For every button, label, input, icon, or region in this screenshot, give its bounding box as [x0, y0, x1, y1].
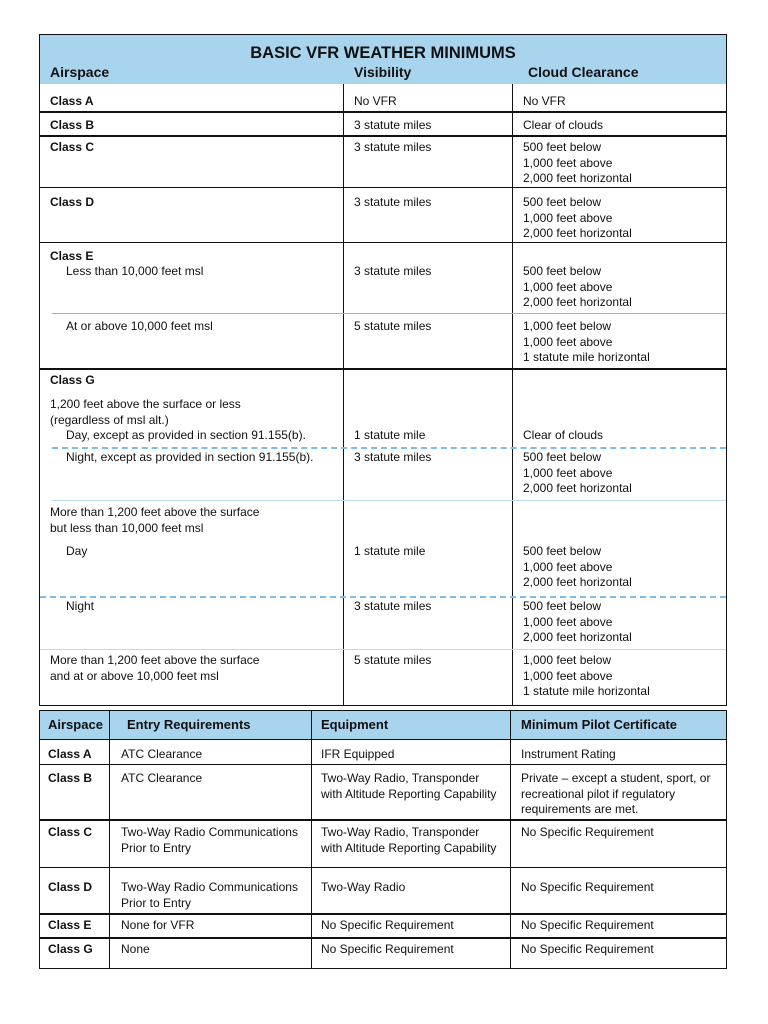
clearance-line: 1,000 feet above — [523, 668, 613, 683]
row-divider-light — [52, 313, 726, 314]
req-class-d-label: Class D — [48, 880, 93, 894]
certificate-line: Private – except a student, sport, or — [521, 771, 711, 785]
header-visibility: Visibility — [354, 64, 412, 80]
equipment-line: Two-Way Radio, Transponder — [321, 825, 480, 839]
req-class-g-certificate: No Specific Requirement — [521, 942, 654, 956]
class-g-mid-day-visibility: 1 statute mile — [354, 544, 426, 558]
class-g-low-day-visibility: 1 statute mile — [354, 428, 426, 442]
req-class-d-entry — [121, 880, 298, 911]
class-c-visibility: 3 statute miles — [354, 140, 432, 154]
req-class-c-certificate: No Specific Requirement — [521, 825, 654, 839]
clearance-line: 1,000 feet above — [523, 334, 613, 349]
req-class-c-entry — [121, 825, 298, 856]
column-divider — [311, 711, 312, 968]
entry-line: Prior to Entry — [121, 895, 192, 910]
clearance-line: 1,000 feet above — [523, 614, 613, 629]
entry-line: Two-Way Radio Communications — [121, 880, 298, 894]
class-g-mid-night-visibility: 3 statute miles — [354, 599, 432, 613]
row-divider — [40, 819, 726, 821]
row-divider — [40, 242, 726, 243]
clearance-line: 2,000 feet horizontal — [523, 481, 632, 495]
row-divider — [40, 368, 726, 370]
column-divider — [343, 84, 344, 705]
class-e-label: Class E — [50, 249, 94, 263]
class-g-low-night-visibility: 3 statute miles — [354, 450, 432, 464]
row-divider — [40, 867, 726, 868]
class-g-high-label — [50, 653, 259, 684]
certificate-line: recreational pilot if regulatory — [521, 786, 676, 801]
clearance-line: 500 feet below — [523, 195, 602, 209]
clearance-line: 2,000 feet horizontal — [523, 575, 632, 589]
equipment-line: with Altitude Reporting Capability — [321, 786, 497, 801]
clearance-line: 1,000 feet above — [523, 279, 613, 294]
clearance-line: 1,000 feet above — [523, 465, 613, 480]
class-g-low-night-clearance — [523, 450, 632, 497]
class-g-mid-night-clearance — [523, 599, 632, 646]
clearance-line: 2,000 feet horizontal — [523, 171, 632, 185]
class-a-clearance: No VFR — [523, 94, 566, 108]
entry-line: Prior to Entry — [121, 840, 192, 855]
req-class-a-certificate: Instrument Rating — [521, 747, 616, 761]
req-class-b-label: Class B — [48, 771, 93, 785]
class-e-above-label: At or above 10,000 feet msl — [66, 319, 213, 333]
entry-line: Two-Way Radio Communications — [121, 825, 298, 839]
clearance-line: 1 statute mile horizontal — [523, 350, 650, 364]
clearance-line: 1,000 feet above — [523, 559, 613, 574]
header-airspace: Airspace — [48, 717, 103, 732]
label-line: and at or above 10,000 feet msl — [50, 668, 219, 683]
req-class-a-entry: ATC Clearance — [121, 747, 203, 761]
req-class-d-certificate: No Specific Requirement — [521, 880, 654, 894]
row-divider — [40, 937, 726, 939]
req-class-e-label: Class E — [48, 918, 92, 932]
column-divider — [512, 84, 513, 705]
clearance-line: 500 feet below — [523, 450, 602, 464]
class-e-below-clearance — [523, 264, 632, 311]
class-e-below-visibility: 3 statute miles — [354, 264, 432, 278]
clearance-line: 500 feet below — [523, 140, 602, 154]
label-line: More than 1,200 feet above the surface — [50, 653, 260, 667]
class-d-label: Class D — [50, 195, 95, 209]
class-g-mid-day-clearance — [523, 544, 632, 591]
req-class-g-equipment: No Specific Requirement — [321, 942, 454, 956]
certificate-line: requirements are met. — [521, 802, 639, 816]
row-divider-light — [52, 500, 726, 501]
row-divider — [40, 913, 726, 915]
equipment-line: with Altitude Reporting Capability — [321, 840, 497, 855]
class-e-above-clearance — [523, 319, 650, 366]
row-divider-dashed — [40, 596, 726, 598]
weather-table-title: BASIC VFR WEATHER MINIMUMS — [250, 44, 516, 62]
req-class-g-entry: None — [121, 942, 150, 956]
header-equipment: Equipment — [321, 717, 389, 732]
clearance-line: 500 feet below — [523, 264, 602, 278]
column-divider — [109, 711, 110, 968]
class-a-visibility: No VFR — [354, 94, 397, 108]
clearance-line: 1,000 feet below — [523, 319, 612, 333]
class-g-high-clearance — [523, 653, 650, 700]
req-class-c-label: Class C — [48, 825, 93, 839]
class-g-low-night-label: Night, except as provided in section 91.155(b). — [66, 450, 314, 464]
clearance-line: 1,000 feet below — [523, 653, 612, 667]
clearance-line: 1,000 feet above — [523, 210, 613, 225]
req-class-b-certificate — [521, 771, 710, 818]
class-g-label: Class G — [50, 373, 95, 387]
label-line: but less than 10,000 feet msl — [50, 520, 204, 535]
row-divider-light — [40, 649, 726, 650]
class-g-low-day-label: Day, except as provided in section 91.155(b). — [66, 428, 306, 442]
clearance-line: 2,000 feet horizontal — [523, 295, 632, 309]
class-d-visibility: 3 statute miles — [354, 195, 432, 209]
req-class-e-entry: None for VFR — [121, 918, 195, 932]
req-class-b-equipment — [321, 771, 496, 802]
row-divider — [40, 764, 726, 765]
row-divider — [40, 135, 726, 137]
class-g-mid-day-label: Day — [66, 544, 88, 558]
clearance-line: 500 feet below — [523, 599, 602, 613]
label-line: 1,200 feet above the surface or less — [50, 397, 241, 411]
class-g-low-label — [50, 397, 241, 428]
class-g-low-day-clearance: Clear of clouds — [523, 428, 604, 442]
class-b-visibility: 3 statute miles — [354, 118, 432, 132]
class-c-label: Class C — [50, 140, 95, 154]
class-g-high-visibility: 5 statute miles — [354, 653, 432, 667]
req-class-c-equipment — [321, 825, 496, 856]
class-d-clearance — [523, 195, 632, 242]
header-entry-requirements: Entry Requirements — [127, 717, 251, 732]
req-class-a-equipment: IFR Equipped — [321, 747, 395, 761]
class-g-mid-night-label: Night — [66, 599, 95, 613]
header-cloud-clearance: Cloud Clearance — [528, 64, 639, 80]
header-divider — [40, 739, 726, 740]
clearance-line: 500 feet below — [523, 544, 602, 558]
clearance-line: 2,000 feet horizontal — [523, 226, 632, 240]
clearance-line: 2,000 feet horizontal — [523, 630, 632, 644]
row-divider — [40, 187, 726, 188]
header-minimum-pilot-certificate: Minimum Pilot Certificate — [521, 717, 678, 732]
entry-requirements-table — [39, 710, 727, 969]
equipment-line: Two-Way Radio, Transponder — [321, 771, 480, 785]
class-b-clearance: Clear of clouds — [523, 118, 604, 132]
req-class-b-entry: ATC Clearance — [121, 771, 203, 785]
class-g-mid-label — [50, 505, 259, 536]
req-class-a-label: Class A — [48, 747, 92, 761]
class-e-above-visibility: 5 statute miles — [354, 319, 432, 333]
req-class-e-equipment: No Specific Requirement — [321, 918, 454, 932]
clearance-line: 1,000 feet above — [523, 155, 613, 170]
class-e-below-label: Less than 10,000 feet msl — [66, 264, 204, 278]
req-class-e-certificate: No Specific Requirement — [521, 918, 654, 932]
label-line: More than 1,200 feet above the surface — [50, 505, 260, 519]
req-class-g-label: Class G — [48, 942, 93, 956]
row-divider — [40, 111, 726, 113]
class-c-clearance — [523, 140, 632, 187]
class-b-label: Class B — [50, 118, 95, 132]
column-divider — [510, 711, 511, 968]
weather-minimums-table — [39, 34, 727, 706]
req-class-d-equipment: Two-Way Radio — [321, 880, 406, 894]
row-divider-dashed — [52, 447, 726, 449]
label-line: (regardless of msl alt.) — [50, 412, 169, 427]
clearance-line: 1 statute mile horizontal — [523, 684, 650, 698]
class-a-label: Class A — [50, 94, 94, 108]
header-airspace: Airspace — [50, 64, 110, 80]
